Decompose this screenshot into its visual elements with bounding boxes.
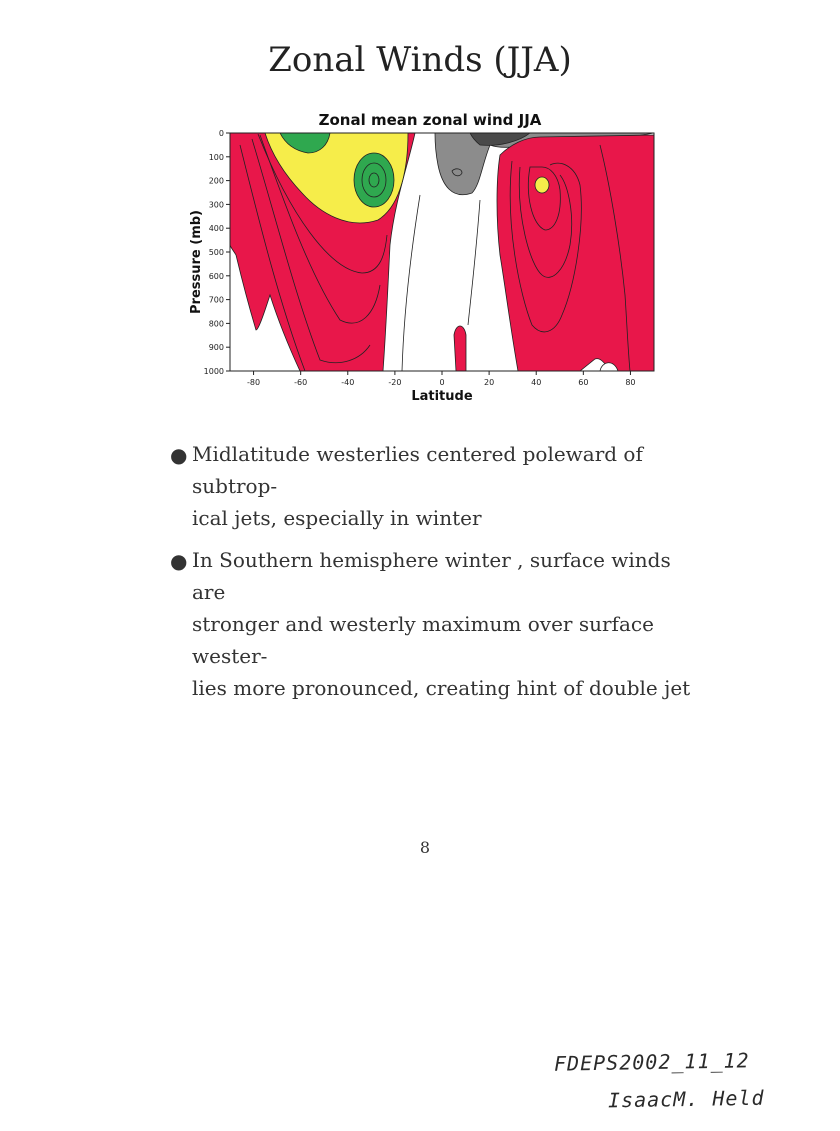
- bullet-line: In Southern hemisphere winter , surface winds are: [192, 548, 671, 604]
- plot-area: [230, 133, 654, 371]
- nh-strong-jet-region: [535, 177, 549, 193]
- bullet-line: Midlatitude westerlies centered poleward of subtrop-: [192, 442, 643, 498]
- bullet-line: stronger and westerly maximum over surface wester-: [192, 612, 654, 668]
- bullet-item: [170, 544, 698, 704]
- y-tick-label: 800: [208, 319, 224, 329]
- bullet-dot: ●: [170, 443, 188, 467]
- bullet-dot: ●: [170, 549, 188, 573]
- x-tick-label: 0: [439, 378, 445, 387]
- tropical-westerly-region: [454, 326, 466, 371]
- handwritten-signature: IsaacM. Held: [607, 1085, 765, 1113]
- sh-strongest-jet-region: [354, 153, 394, 207]
- y-axis-label: Pressure (mb): [189, 210, 204, 314]
- x-tick-label: -20: [388, 378, 402, 387]
- y-tick-label: 200: [208, 176, 224, 186]
- zonal-wind-chart: [180, 105, 680, 405]
- x-tick-label: 80: [625, 378, 636, 387]
- y-tick-label: 700: [208, 295, 224, 305]
- nh-westerly-region: [497, 135, 654, 371]
- y-tick-label: 100: [208, 152, 224, 162]
- x-tick-label: -80: [247, 378, 261, 387]
- bullet-list: [170, 438, 698, 714]
- x-tick-label: -40: [341, 378, 355, 387]
- bullet-line: lies more pronounced, creating hint of double jet: [192, 676, 691, 700]
- handwritten-note-date: FDEPS2002_11_12: [553, 1048, 750, 1076]
- y-tick-label: 500: [208, 248, 224, 257]
- x-tick-label: 40: [531, 378, 542, 387]
- bullet-item: [170, 438, 698, 534]
- y-tick-label: 1000: [203, 367, 224, 376]
- x-tick-label: 20: [484, 378, 495, 387]
- y-tick-label: 0: [218, 129, 224, 138]
- y-tick-label: 900: [208, 343, 224, 353]
- page-number: 8: [419, 838, 431, 857]
- bullet-line: ical jets, especially in winter: [192, 506, 482, 530]
- x-tick-label: 60: [578, 378, 589, 387]
- figure-title: Zonal mean zonal wind JJA: [318, 111, 542, 129]
- y-tick-label: 400: [208, 224, 224, 234]
- x-axis-label: Latitude: [411, 389, 473, 404]
- y-tick-label: 300: [208, 200, 224, 210]
- zonal-wind-figure: [180, 105, 660, 405]
- y-tick-label: 600: [208, 271, 224, 281]
- x-tick-label: -60: [294, 378, 308, 387]
- slide-title: Zonal Winds (JJA): [268, 40, 572, 80]
